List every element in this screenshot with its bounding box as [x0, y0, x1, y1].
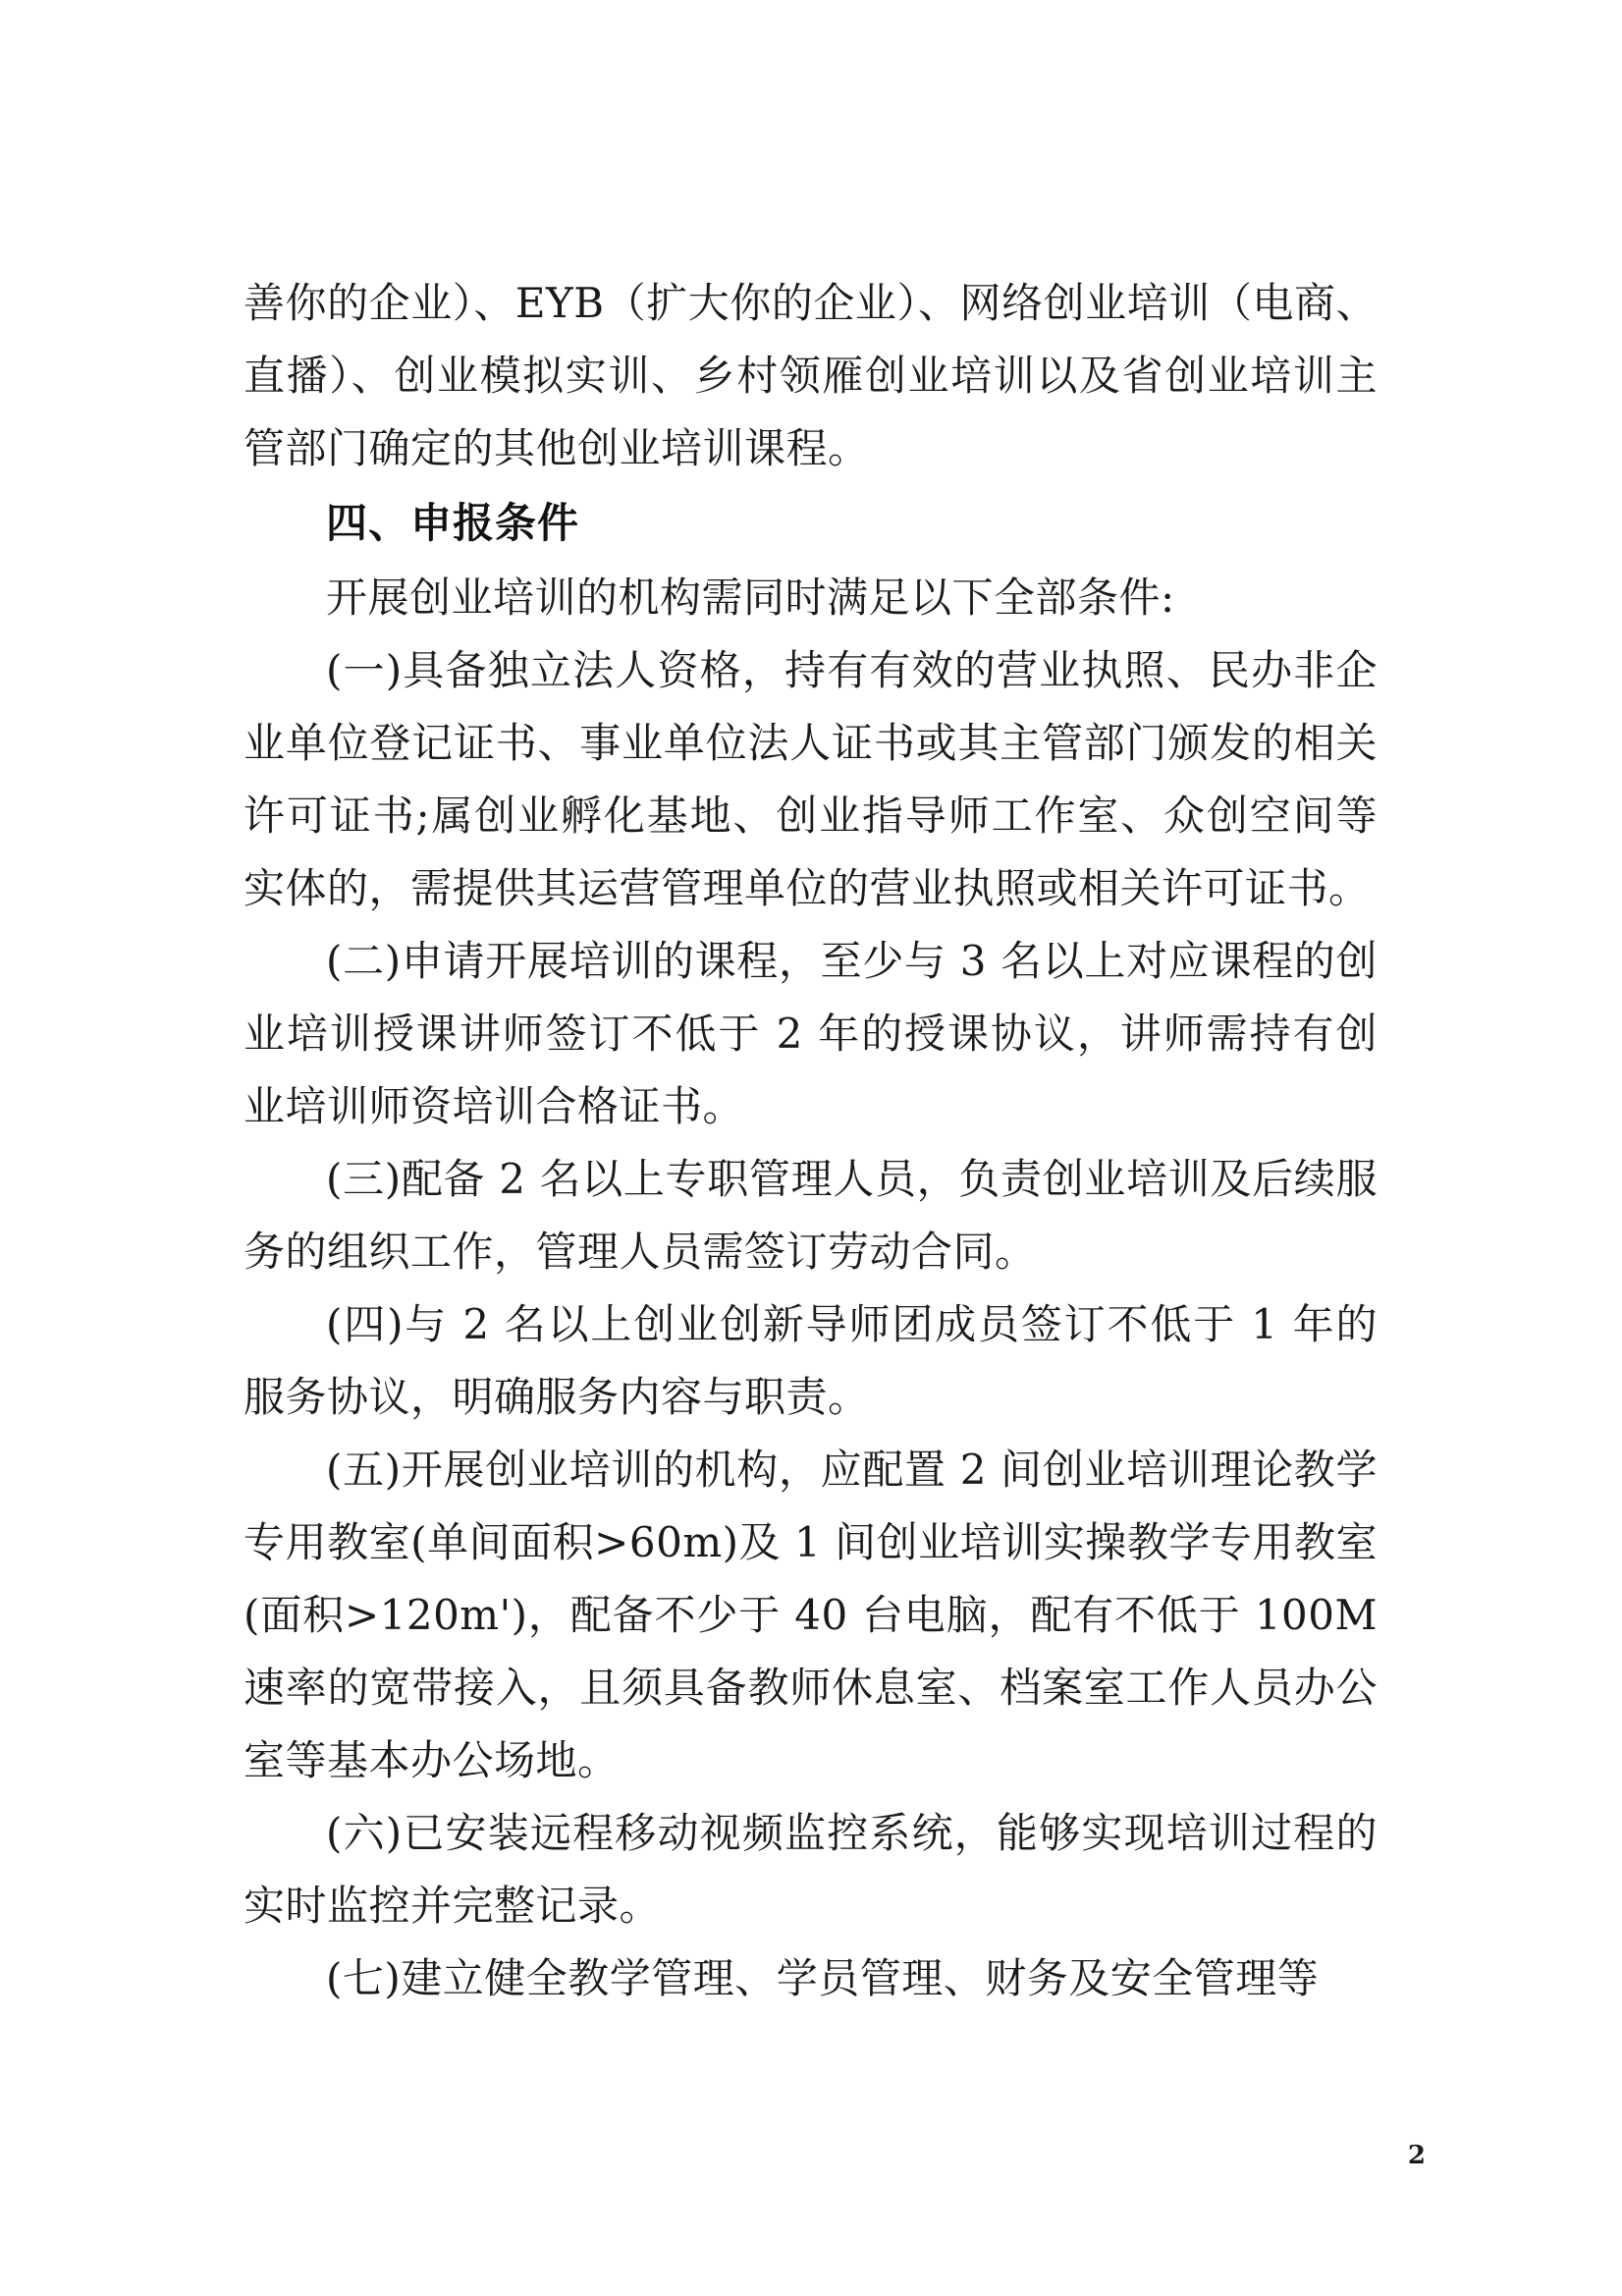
paragraph-condition-2: (二)申请开展培训的课程，至少与 3 名以上对应课程的创业培训授课讲师签订不低于 2 年的授课协议，讲师需持有创业培训师资培训合格证书。	[243, 937, 1378, 1130]
paragraph-condition-6: (六)已安装远程移动视频监控系统，能够实现培训过程的实时监控并完整记录。	[243, 1809, 1378, 1930]
paragraph-intro: 开展创业培训的机构需同时满足以下全部条件:	[326, 574, 1175, 622]
paragraph-condition-1: (一)具备独立法人资格，持有有效的营业执照、民办非企业单位登记证书、事业单位法人证书或其主管部门颁发的相关许可证书;属创业孵化基地、创业指导师工作室、众创空间等实体的，需提供其运营管理单位的营业执照或相关许可证书。	[243, 646, 1378, 912]
paragraph-condition-3: (三)配备 2 名以上专职管理人员，负责创业培训及后续服务的组织工作，管理人员需签订劳动合同。	[243, 1155, 1378, 1276]
page-number: 2	[1407, 2141, 1426, 2170]
document-body	[243, 267, 1391, 2015]
section-heading-four: 四、申报条件	[326, 499, 580, 547]
paragraph-condition-5: (五)开展创业培训的机构，应配置 2 间创业培训理论教学专用教室(单间面积>60m)及 1 间创业培训实操教学专用教室(面积>120m')，配备不少于 40 台电脑，配有不低于 100M 速率的宽带接入，且须具备教师休息室、档案室工作人员办公室等基本办公场地。	[243, 1446, 1391, 1784]
paragraph-condition-7: (七)建立健全教学管理、学员管理、财务及安全管理等	[326, 1954, 1320, 2002]
paragraph-continuation: 善你的企业）、EYB（扩大你的企业）、网络创业培训（电商、直播）、创业模拟实训、乡村领雁创业培训以及省创业培训主管部门确定的其他创业培训课程。	[243, 279, 1378, 472]
paragraph-condition-4: (四)与 2 名以上创业创新导师团成员签订不低于 1 年的服务协议，明确服务内容与职责。	[243, 1300, 1378, 1421]
